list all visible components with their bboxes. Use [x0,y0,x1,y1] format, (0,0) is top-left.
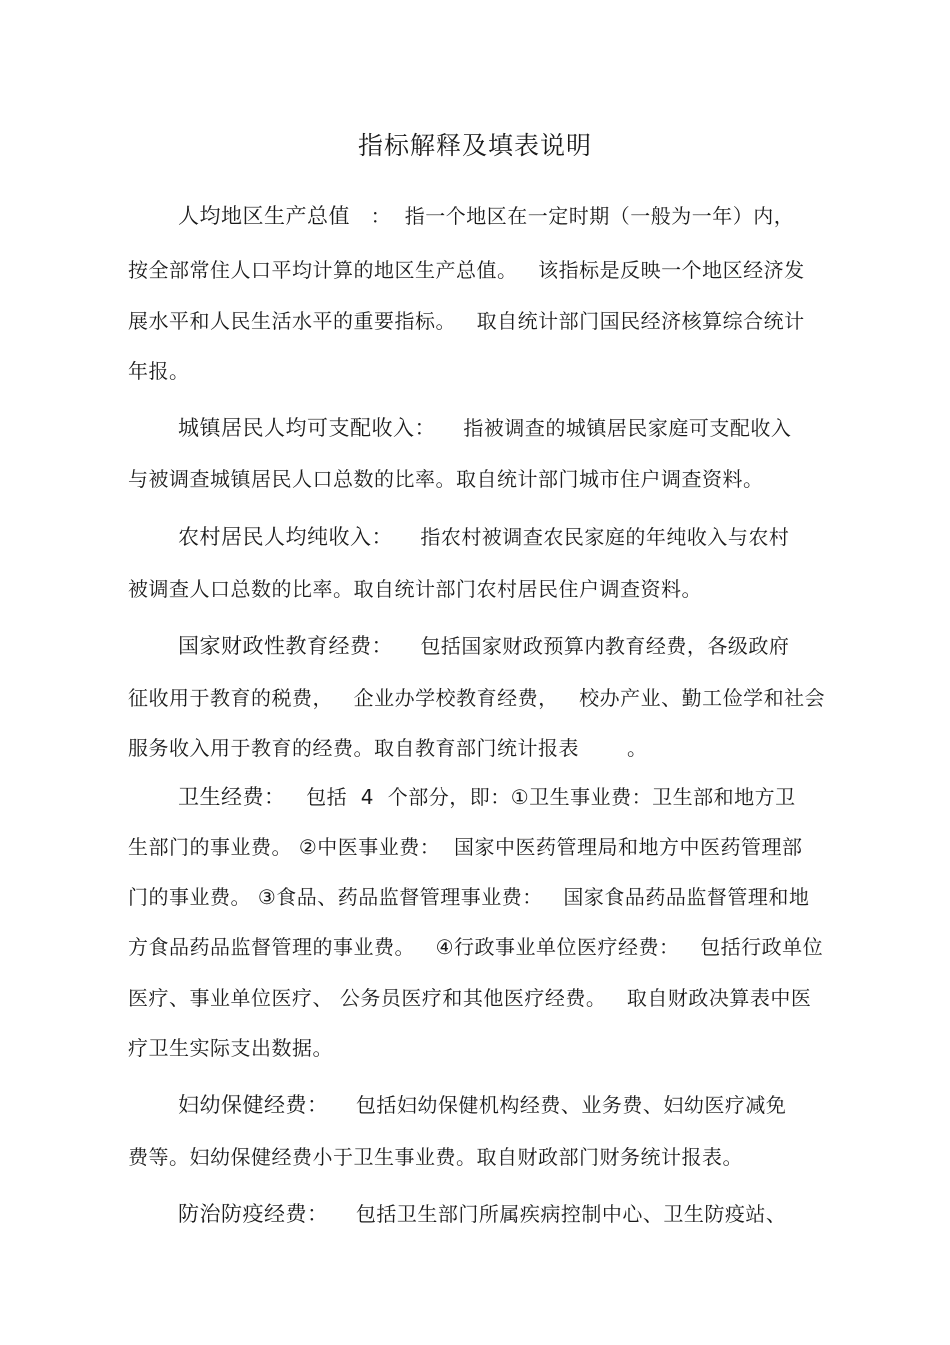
definition-text: 指农村被调查农民家庭的年纯收入与农村 [393,525,790,549]
paragraph-line: 生部门的事业费。 ②中医事业费： 国家中医药管理局和地方中医药管理部 [128,835,803,859]
definition-text: 包括卫生部门所属疾病控制中心、卫生防疫站、 [328,1202,787,1226]
paragraph-line [178,413,791,443]
term-label: 农村居民人均纯收入： [178,525,393,549]
term-label: 人均地区生产总值 [178,204,350,228]
term-label: 卫生经费： [178,785,286,809]
paragraph-line [178,1090,786,1120]
page-title: 指标解释及填表说明 [357,131,592,160]
paragraph-line: 费等。妇幼保健经费小于卫生事业费。取自财政部门财务统计报表。 [128,1145,743,1169]
paragraph-line [178,782,796,812]
definition-text: 包括 4 个部分，即：①卫生事业费：卫生部和地方卫 [285,785,796,809]
paragraph-line [178,631,789,661]
definition-text: ： 指一个地区在一定时期（一般为一年）内， [350,204,795,228]
paragraph-line: 疗卫生实际支出数据。 [128,1036,333,1060]
definition-text: 包括妇幼保健机构经费、业务费、妇幼医疗减免 [328,1093,787,1117]
paragraph-line: 方食品药品监督管理的事业费。 ④行政事业单位医疗经费： 包括行政单位 [128,935,824,959]
paragraph-line: 与被调查城镇居民人口总数的比率。取自统计部门城市住户调查资料。 [128,467,764,491]
term-label: 防治防疫经费： [178,1202,329,1226]
paragraph-line: 被调查人口总数的比率。取自统计部门农村居民住户调查资料。 [128,577,702,601]
paragraph-line [178,1199,786,1229]
paragraph-line: 年报。 [128,359,190,383]
paragraph-line: 医疗、事业单位医疗、 公务员医疗和其他医疗经费。 取自财政决算表中医 [128,986,812,1010]
paragraph-line: 服务收入用于教育的经费。取自教育部门统计报表 。 [128,736,648,760]
paragraph-line: 门的事业费。 ③食品、药品监督管理事业费： 国家食品药品监督管理和地 [128,885,810,909]
definition-text: 包括国家财政预算内教育经费，各级政府 [393,634,790,658]
paragraph-line [178,201,794,231]
term-label: 妇幼保健经费： [178,1093,329,1117]
paragraph-line: 征收用于教育的税费， 企业办学校教育经费， 校办产业、勤工俭学和社会 [128,686,826,710]
term-label: 国家财政性教育经费： [178,634,393,658]
definition-text: 指被调查的城镇居民家庭可支配收入 [436,416,792,440]
paragraph-line: 展水平和人民生活水平的重要指标。 取自统计部门国民经济核算综合统计 [128,309,805,333]
paragraph-line [178,522,789,552]
term-label: 城镇居民人均可支配收入： [178,416,436,440]
paragraph-line: 按全部常住人口平均计算的地区生产总值。 该指标是反映一个地区经济发 [128,258,805,282]
